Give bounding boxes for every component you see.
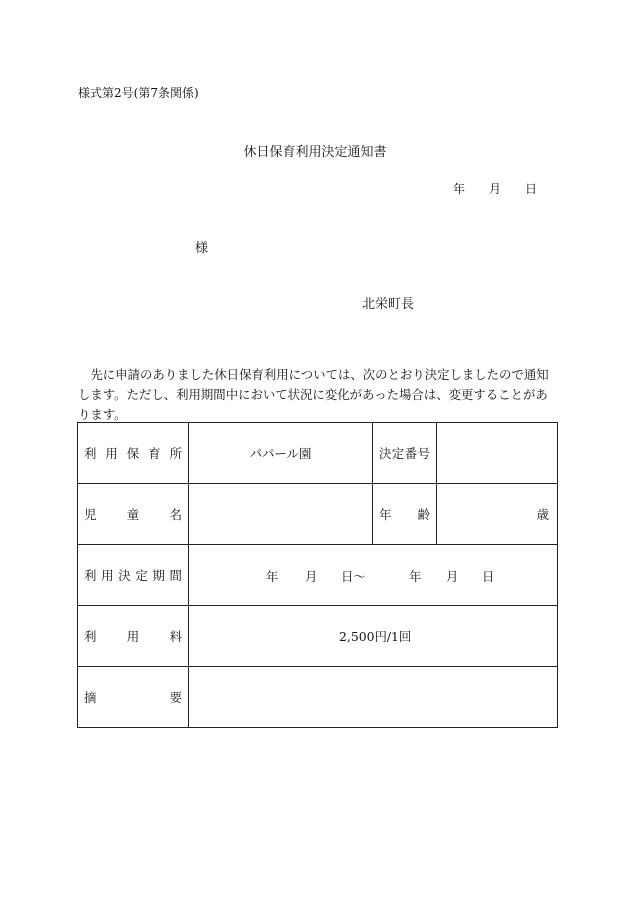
- body-text: [78, 365, 556, 425]
- fee-amount: 2,500円/1回: [339, 629, 412, 644]
- decision-number-value: [437, 423, 558, 484]
- decision-number-label-text: 決 定 番 号: [379, 446, 430, 461]
- fee-label: [78, 606, 189, 667]
- fee-label-text: 利 用 料: [84, 629, 182, 644]
- period-label: [78, 545, 189, 606]
- period-start-day: 日〜: [341, 569, 366, 584]
- document-title: 休日保育利用決定通知書: [243, 145, 387, 160]
- date-month: 月: [489, 182, 502, 196]
- period-label-text: 利 用 決 定 期 間: [84, 568, 182, 583]
- addressee-honorific: 様: [195, 241, 209, 256]
- period-value: [189, 545, 558, 606]
- period-end-month: 月: [446, 569, 459, 584]
- remarks-label-text: 摘 要: [84, 690, 182, 705]
- remarks-label: [78, 667, 189, 728]
- fee-value: [189, 606, 558, 667]
- table-row: [78, 484, 558, 545]
- age-label: [373, 484, 437, 545]
- remarks-value: [189, 667, 558, 728]
- child-name-value: [189, 484, 373, 545]
- date-day: 日: [525, 182, 538, 196]
- decision-table: [77, 422, 558, 728]
- notice-paragraph: 先に申請のありました休日保育利用については、次のとおり決定しましたので通知します。ただし、利用期間中において状況に変化があった場合は、変更することがあります。: [78, 367, 549, 422]
- decision-number-label: [373, 423, 437, 484]
- table-row: [78, 545, 558, 606]
- date-year: 年: [453, 182, 466, 196]
- child-name-label-text: 児 童 名: [84, 507, 182, 522]
- age-label-text: 年 齢: [379, 507, 430, 522]
- issuer: 北栄町長: [362, 297, 415, 312]
- age-unit: 歳: [437, 484, 558, 545]
- date-line: [453, 180, 537, 197]
- period-start-year: 年: [266, 569, 279, 584]
- form-number: 様式第2号(第7条関係): [78, 86, 199, 100]
- period-start-month: 月: [305, 569, 318, 584]
- table-row: [78, 606, 558, 667]
- facility-label: [78, 423, 189, 484]
- period-end-day: 日: [482, 569, 495, 584]
- table-row: [78, 423, 558, 484]
- table-row: [78, 667, 558, 728]
- period-end-year: 年: [409, 569, 422, 584]
- facility-label-text: 利 用 保 育 所: [84, 446, 182, 461]
- facility-value: パパール園: [189, 423, 373, 484]
- child-name-label: [78, 484, 189, 545]
